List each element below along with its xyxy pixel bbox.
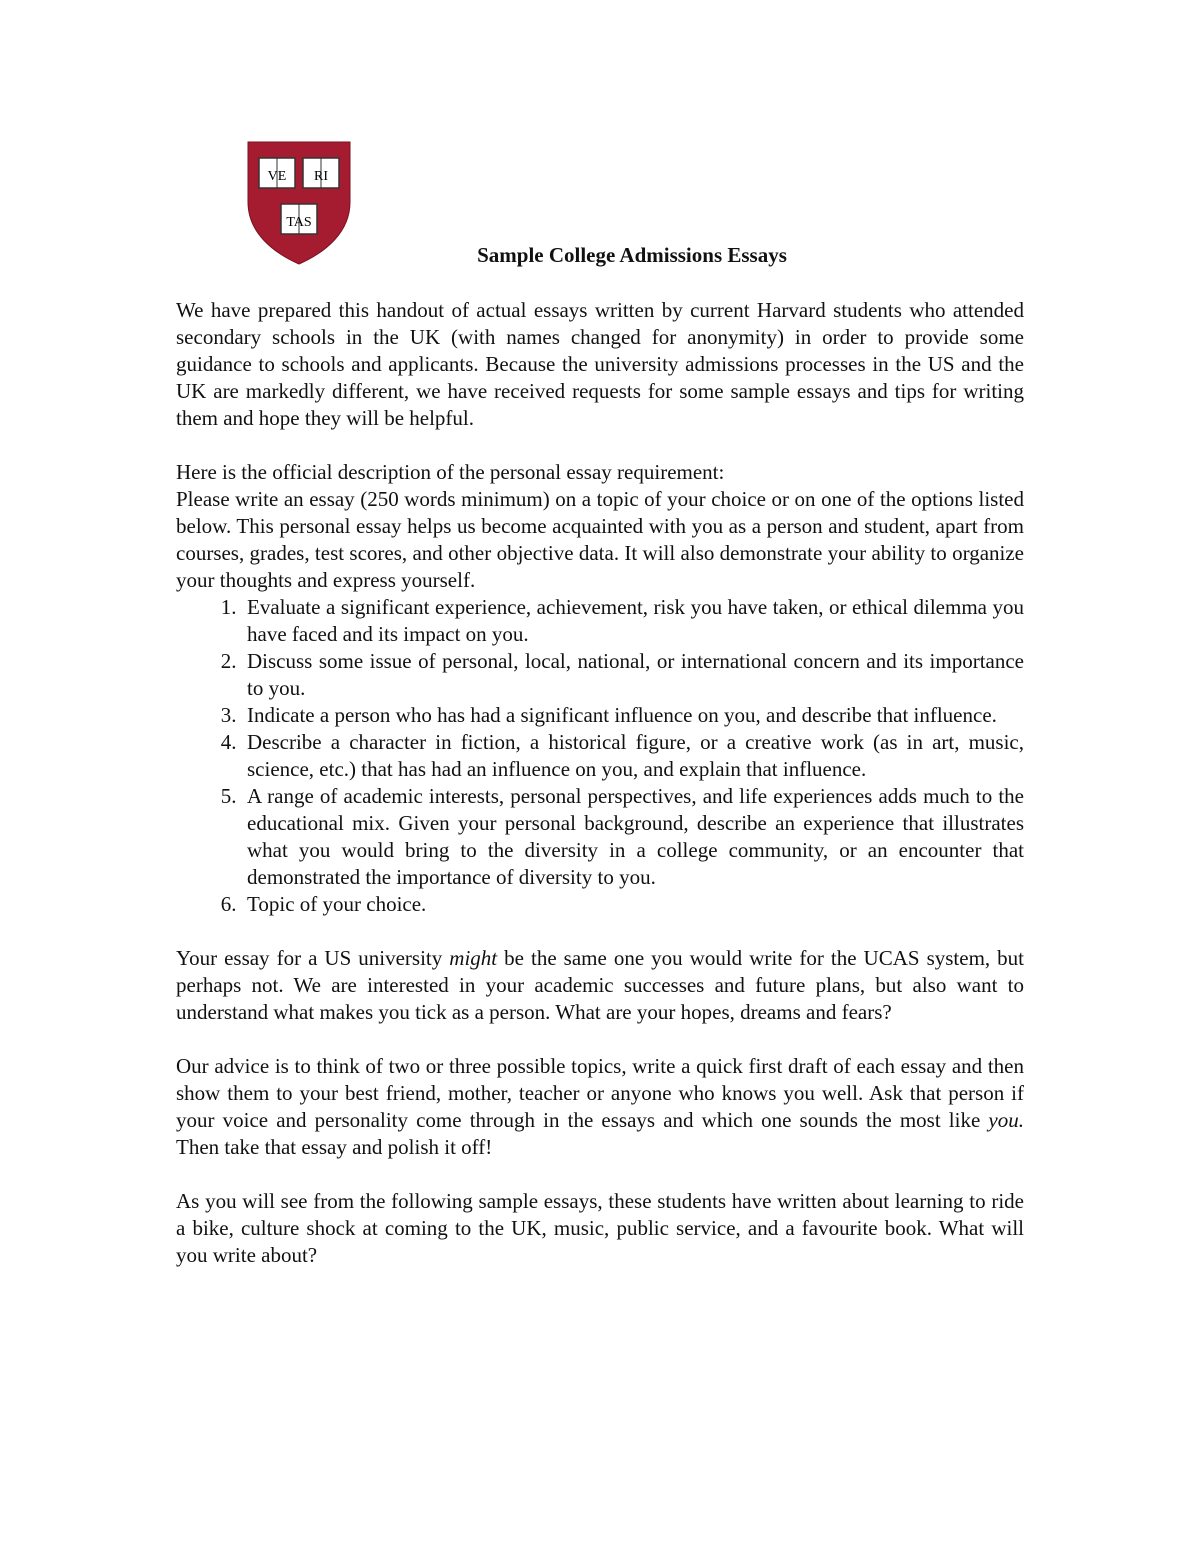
list-item: 1. Evaluate a significant experience, achievement, risk you have taken, or ethical dilemma you have faced and its impact on you. [247,594,1024,648]
svg-text:TAS: TAS [286,215,312,230]
document-title: Sample College Admissions Essays [477,243,787,267]
text: Then take that essay and polish it off! [176,1135,493,1159]
text: Our advice is to think of two or three possible topics, write a quick first draft of each essay and then show them to your best friend, mother, teacher or anyone who knows you well. Ask that person if your voice and personality come through in the essays and which one sounds the most like [176,1054,1024,1132]
list-item: 2. Discuss some issue of personal, local, national, or international concern and its importance to you. [247,648,1024,702]
book-icon [281,204,317,234]
svg-text:RI: RI [314,169,328,184]
intro-paragraph: We have prepared this handout of actual essays written by current Harvard students who attended secondary schools in the UK (with names changed for anonymity) in order to provide some guidance to schools and applicants. Because the university admissions processes in the US and the UK are markedly different, we have received requests for some sample essays and tips for writing them and hope they will be helpful. [176,298,1024,430]
essay-options-list [176,594,1024,918]
advice-paragraph [176,1053,1024,1161]
list-item: 3. Indicate a person who has had a significant influence on you, and describe that influence. [247,702,1024,729]
list-item: 6. Topic of your choice. [247,891,1024,918]
list-item: 4. Describe a character in fiction, a historical figure, or a creative work (as in art, music, science, etc.) that has had an influence on you, and explain that influence. [247,729,1024,783]
closing-paragraph: As you will see from the following sample essays, these students have written about learning to ride a bike, culture shock at coming to the UK, music, public service, and a favourite book. What will you write about? [176,1189,1024,1267]
list-item: 5. A range of academic interests, personal perspectives, and life experiences adds much to the educational mix. Given your personal background, describe an experience that illustrates what you would bring to the diversity in a college community, or an encounter that demonstrated the importance of diversity to you. [247,783,1024,891]
book-icon [303,158,339,188]
requirement-text: Please write an essay (250 words minimum) on a topic of your choice or on one of the options listed below. This personal essay helps us become acquainted with you as a person and student, apart from courses, grades, test scores, and other objective data. It will also demonstrate your ability to organize your thoughts and express yourself. [176,487,1024,592]
requirement-heading: Here is the official description of the personal essay requirement: [176,460,725,484]
text: Your essay for a US university [176,946,450,970]
emphasis: might [449,946,498,970]
book-icon [259,158,295,188]
document-body [176,297,1024,1296]
emphasis: you. [988,1108,1024,1132]
text: be the same one you would write for the UCAS system, but perhaps not. We are interested in your academic successes and future plans, but also want to understand what makes you tick as a person. What are your hopes, dreams and fears? [176,946,1025,1024]
svg-text:VE: VE [267,169,287,184]
us-essay-paragraph [176,945,1024,1026]
